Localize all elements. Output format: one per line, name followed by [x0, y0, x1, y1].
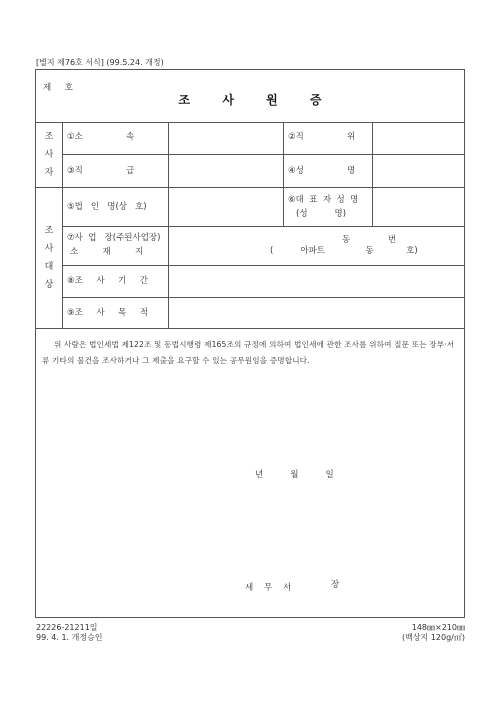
divider-company-row	[62, 226, 465, 227]
divider-target-end	[35, 328, 465, 329]
form-number-header: [별지 제76호 서식] (99.5.24. 개정)	[36, 58, 164, 67]
position-label: ②직 위	[288, 132, 356, 142]
certification-statement: 위 사람은 법인세법 제122조 및 동법시행령 제165조의 규정에 의하여 법인세에 관한 조사를 위하여 질문 또는 장부·서류 기타의 물건을 조사하거나 그 제출을 요구할 수 있는 공무원임을 증명합니다.	[42, 340, 455, 365]
target-section-label: 조 사 대 상	[44, 226, 54, 290]
divider-inspector-col3	[372, 122, 373, 187]
divider-target-col1	[168, 187, 169, 328]
date-label: 년 월 일	[255, 470, 334, 480]
divider-inspector-row	[62, 154, 465, 155]
grade-label: ③직 급	[67, 166, 135, 176]
divider-inspector-col2	[283, 122, 284, 187]
divider-target-col2	[283, 187, 284, 226]
tax-office-label: 세 무 서	[245, 583, 292, 593]
paper-type: (백상지 120g/㎡)	[401, 633, 465, 642]
page-title: 조 사 원 증	[178, 93, 322, 107]
survey-purpose-label: ⑨조 사 목 적	[67, 308, 148, 318]
belong-label: ①소 속	[67, 132, 135, 142]
divider-period-row	[62, 297, 465, 298]
chief-label: 장	[331, 580, 340, 590]
form-code: 22226-21211일	[36, 623, 98, 632]
divider-site-row	[62, 265, 465, 266]
representative-label-line1: ⑥대 표 자 성 명	[288, 195, 359, 205]
divider-target-col3	[372, 187, 373, 226]
name-label: ④성 명	[288, 166, 356, 176]
divider-title	[35, 122, 465, 123]
divider-section-column	[62, 122, 63, 328]
document-number-label: 제 호	[43, 83, 73, 93]
inspector-section-label: 조 사 자	[44, 132, 54, 178]
company-name-label: ⑤법 인 명(상 호)	[67, 202, 147, 212]
address-line1: 동 번	[342, 235, 397, 245]
address-line2: ( 아파트 동 호)	[270, 246, 418, 256]
divider-inspector-col1	[168, 122, 169, 187]
paper-size: 148㎜×210㎜	[411, 623, 465, 632]
representative-label-line2: (성 명)	[296, 209, 347, 219]
divider-inspector-end	[35, 187, 465, 188]
survey-period-label: ⑧조 사 기 간	[67, 276, 148, 286]
business-site-label-line2: 소 재 지	[70, 247, 144, 257]
approval-date: 99. 4. 1. 개정승인	[36, 633, 103, 642]
business-site-label-line1: ⑦사 업 장(주된사업장)	[67, 233, 161, 243]
